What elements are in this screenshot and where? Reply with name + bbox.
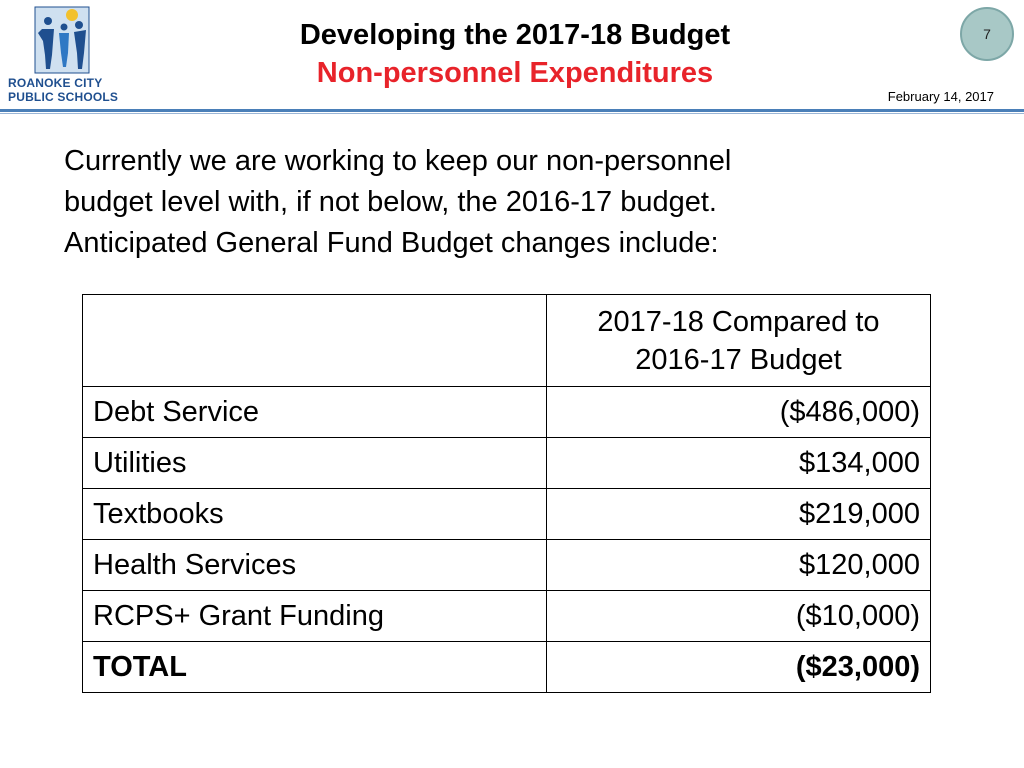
row-value: ($10,000)	[547, 591, 931, 642]
row-label: Health Services	[83, 540, 547, 591]
table-row	[83, 438, 931, 489]
header-rule-thin	[0, 113, 1024, 114]
logo-line-2: PUBLIC SCHOOLS	[8, 90, 119, 104]
table-row	[83, 540, 931, 591]
total-label: TOTAL	[83, 642, 547, 693]
table-row	[83, 489, 931, 540]
intro-paragraph	[64, 141, 964, 264]
header-line-1: 2017-18 Compared to	[597, 305, 880, 338]
intro-line-1: Currently we are working to keep our non-personnel	[64, 145, 732, 177]
header-line-2: 2016-17 Budget	[635, 343, 842, 376]
table-row	[83, 591, 931, 642]
row-label: Debt Service	[83, 387, 547, 438]
school-logo	[4, 2, 122, 106]
slide-date: February 14, 2017	[887, 89, 994, 104]
row-value: $219,000	[547, 489, 931, 540]
logo-line-1: ROANOKE CITY	[8, 76, 103, 90]
intro-line-3: Anticipated General Fund Budget changes include:	[64, 227, 719, 259]
row-label: Textbooks	[83, 489, 547, 540]
slide-title	[200, 16, 830, 92]
total-row	[83, 642, 931, 693]
header-rule	[0, 109, 1024, 112]
total-value: ($23,000)	[547, 642, 931, 693]
page-number: 7	[983, 26, 991, 42]
row-value: $120,000	[547, 540, 931, 591]
title-subtitle: Non-personnel Expenditures	[316, 57, 714, 89]
header-comparison-cell	[547, 295, 931, 387]
row-label: Utilities	[83, 438, 547, 489]
table-header-row	[83, 295, 931, 387]
intro-line-2: budget level with, if not below, the 2016-17 budget.	[64, 186, 717, 218]
row-label: RCPS+ Grant Funding	[83, 591, 547, 642]
budget-changes-table	[82, 294, 931, 693]
title-main: Developing the 2017-18 Budget	[299, 19, 731, 51]
header-blank-cell	[83, 295, 547, 387]
row-value: $134,000	[547, 438, 931, 489]
table-row	[83, 387, 931, 438]
family-figures-icon	[34, 5, 90, 75]
page-number-badge	[960, 7, 1014, 61]
row-value: ($486,000)	[547, 387, 931, 438]
